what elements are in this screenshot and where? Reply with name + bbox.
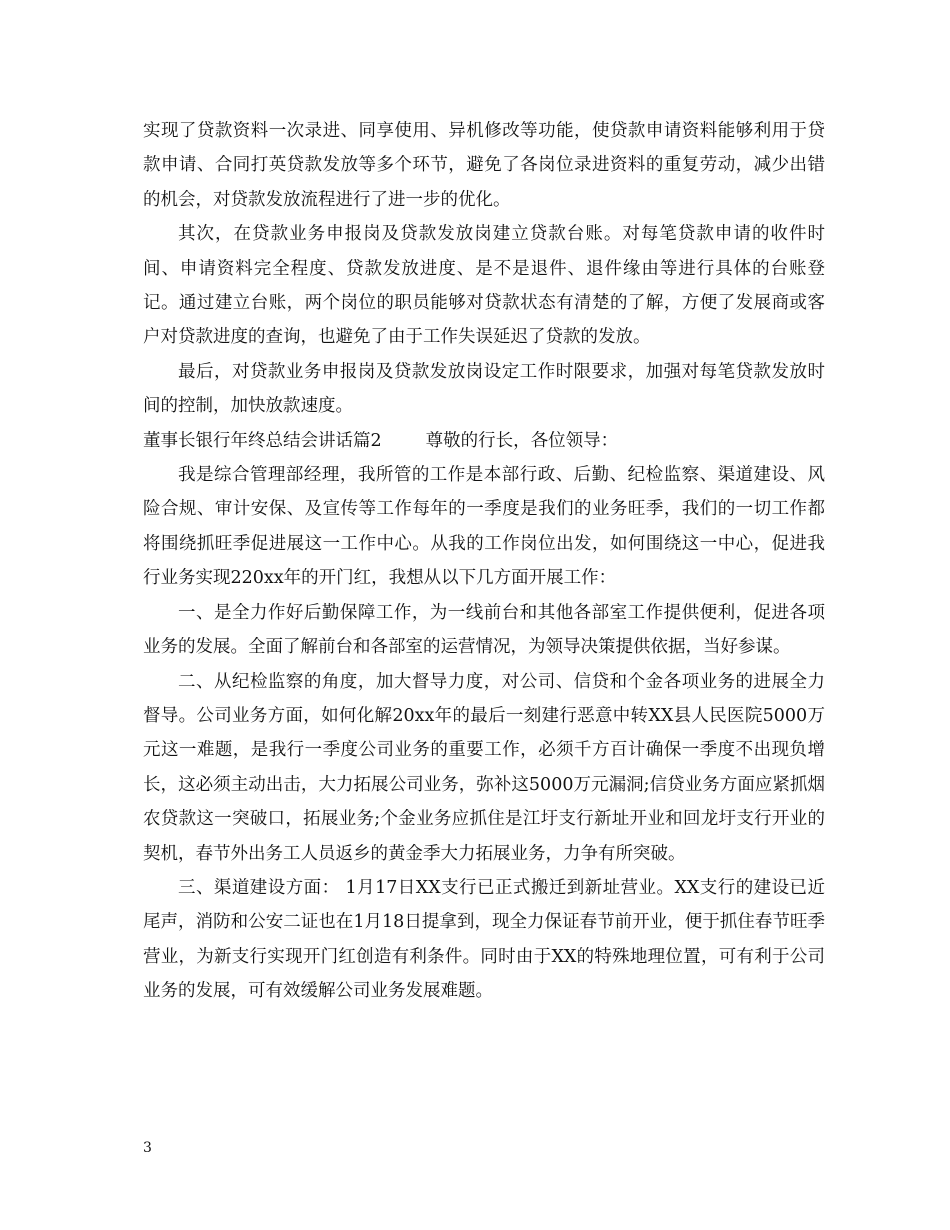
document-body (143, 114, 825, 1009)
body-paragraph: 最后，对贷款业务申报岗及贷款发放岗设定工作时限要求，加强对每笔贷款发放时间的控制，加快放款速度。 (143, 361, 825, 417)
body-paragraph: 三、渠道建设方面： 1月17日XX支行已正式搬迁到新址营业。XX支行的建设已近尾声，消防和公安二证也在1月18日提拿到，现全力保证春节前开业，便于抓住春节旺季营业，为新支行实现开门红创造有利条件。同时由于XX的特殊地理位置，可有利于公司业务的发展，可有效缓解公司业务发展难题。 (143, 877, 825, 1002)
body-paragraph: 其次，在贷款业务申报岗及贷款发放岗建立贷款台账。对每笔贷款申请的收件时间、申请资料完全程度、贷款发放进度、是不是退件、退件缘由等进行具体的台账登记。通过建立台账，两个岗位的职员能够对贷款状态有清楚的了解，方便了发展商或客户对贷款进度的查询，也避免了由于工作失误延迟了贷款的发放。 (143, 224, 825, 348)
body-paragraph: 二、从纪检监察的角度，加大督导力度，对公司、信贷和个金各项业务的进展全力督导。公司业务方面，如何化解20xx年的最后一刻建行恶意中转XX县人民医院5000万元这一难题，是我行一季度公司业务的重要工作，必须千方百计确保一季度不出现负增长，这必须主动出击，大力拓展公司业务，弥补这5000万元漏洞;信贷业务方面应紧抓烟农贷款这一突破口，拓展业务;个金业务应抓住是江圩支行新址开业和回龙圩支行开业的契机，春节外出务工人员返乡的黄金季大力拓展业务，力争有所突破。 (143, 671, 825, 864)
salutation: 尊敬的行长，各位领导： (425, 430, 619, 451)
page-number: 3 (143, 1140, 152, 1156)
body-paragraph: 我是综合管理部经理，我所管的工作是本部行政、后勤、纪检监察、渠道建设、风险合规、审计安保、及宣传等工作每年的一季度是我们的业务旺季，我们的一切工作都将围绕抓旺季促进展这一工作中心。从我的工作岗位出发，如何围绕这一中心，促进我行业务实现220xx年的开门红，我想从以下几方面开展工作： (143, 465, 825, 589)
body-paragraph: 实现了贷款资料一次录进、同享使用、异机修改等功能，使贷款申请资料能够利用于贷款申请、合同打英贷款发放等多个环节，避免了各岗位录进资料的重复劳动，减少出错的机会，对贷款发放流程进行了进一步的优化。 (143, 121, 825, 210)
body-paragraph: 一、是全力作好后勤保障工作，为一线前台和其他各部室工作提供便利，促进各项业务的发展。全面了解前台和各部室的运营情况，为领导决策提供依据，当好参谋。 (143, 602, 825, 658)
section-heading (143, 424, 825, 458)
section-title: 董事长银行年终总结会讲话篇2 (143, 430, 382, 451)
